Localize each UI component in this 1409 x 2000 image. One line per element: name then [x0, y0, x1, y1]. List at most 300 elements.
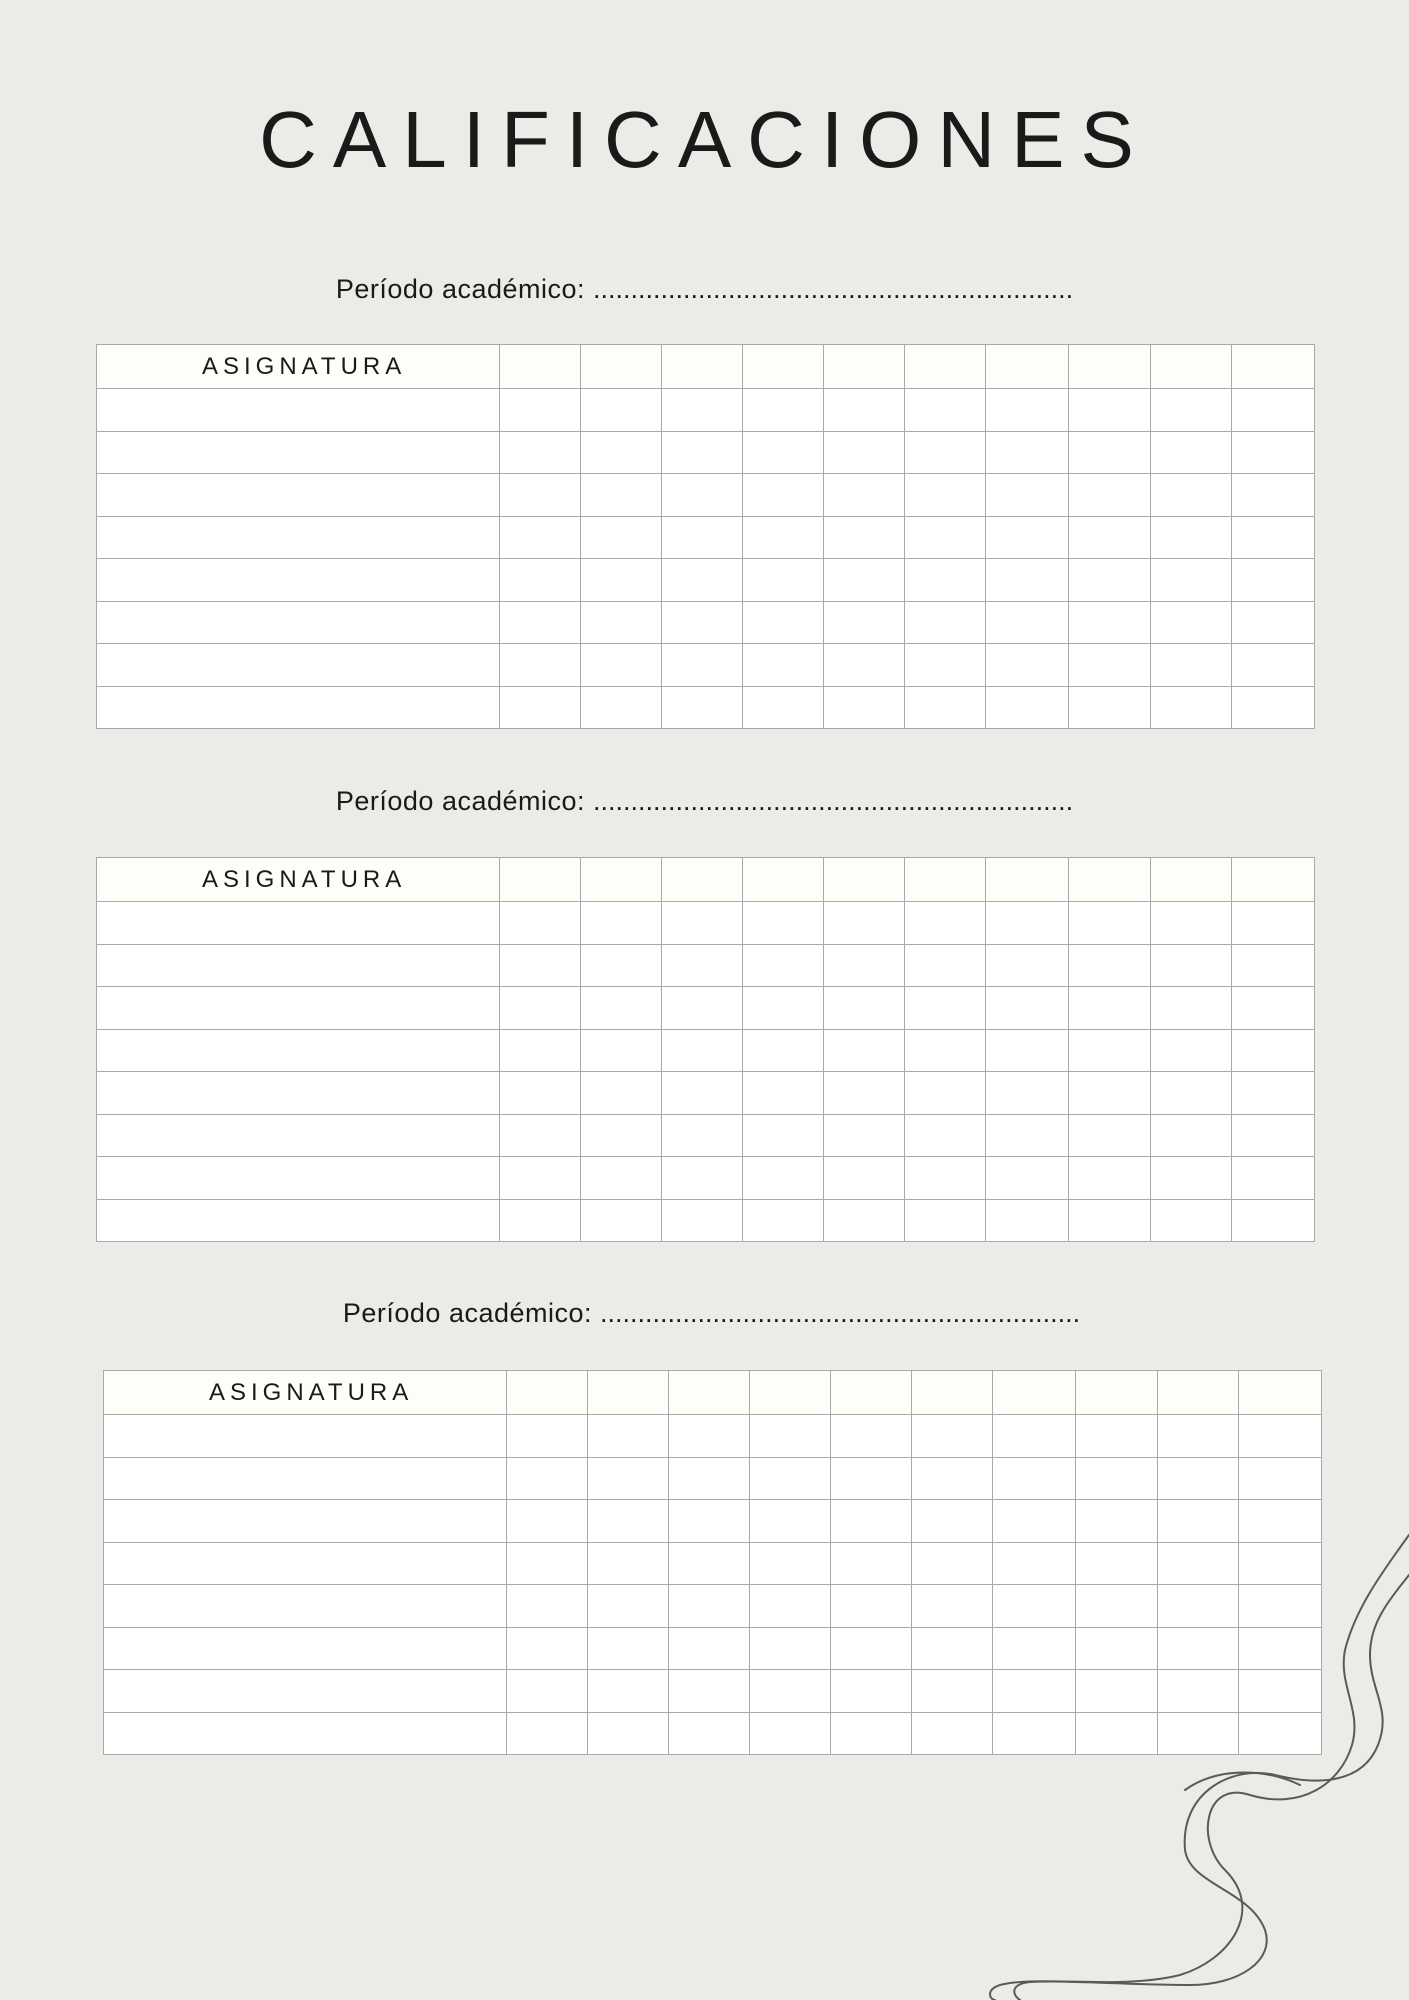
- grade-column-header-cell[interactable]: [743, 858, 824, 902]
- grade-cell[interactable]: [1151, 516, 1232, 559]
- grade-cell[interactable]: [750, 1542, 831, 1585]
- grade-cell[interactable]: [507, 1415, 588, 1458]
- grade-cell[interactable]: [912, 1457, 993, 1500]
- grade-cell[interactable]: [1151, 1114, 1232, 1157]
- grade-cell[interactable]: [669, 1542, 750, 1585]
- grade-cell[interactable]: [743, 644, 824, 687]
- grade-column-header-cell[interactable]: [500, 858, 581, 902]
- grade-cell[interactable]: [1239, 1542, 1322, 1585]
- grade-cell[interactable]: [581, 944, 662, 987]
- grade-cell[interactable]: [905, 601, 986, 644]
- grade-cell[interactable]: [750, 1712, 831, 1755]
- grade-cell[interactable]: [581, 559, 662, 602]
- grade-cell[interactable]: [824, 1199, 905, 1242]
- grade-cell[interactable]: [1151, 902, 1232, 945]
- grade-cell[interactable]: [1069, 944, 1151, 987]
- grade-cell[interactable]: [1151, 987, 1232, 1030]
- grade-cell[interactable]: [581, 987, 662, 1030]
- grade-cell[interactable]: [500, 559, 581, 602]
- grade-cell[interactable]: [581, 902, 662, 945]
- grade-cell[interactable]: [1069, 474, 1151, 517]
- grade-cell[interactable]: [986, 389, 1069, 432]
- grade-cell[interactable]: [1069, 601, 1151, 644]
- subject-cell[interactable]: [97, 601, 500, 644]
- grade-cell[interactable]: [581, 431, 662, 474]
- grade-cell[interactable]: [507, 1500, 588, 1543]
- grade-cell[interactable]: [905, 389, 986, 432]
- grade-column-header-cell[interactable]: [1151, 858, 1232, 902]
- grade-cell[interactable]: [824, 1029, 905, 1072]
- grade-cell[interactable]: [912, 1500, 993, 1543]
- grade-column-header-cell[interactable]: [1069, 858, 1151, 902]
- grade-cell[interactable]: [1076, 1457, 1158, 1500]
- grade-cell[interactable]: [831, 1542, 912, 1585]
- grade-cell[interactable]: [1076, 1712, 1158, 1755]
- grade-cell[interactable]: [905, 1157, 986, 1200]
- grade-cell[interactable]: [912, 1627, 993, 1670]
- grade-column-header-cell[interactable]: [1158, 1371, 1239, 1415]
- grade-cell[interactable]: [986, 1114, 1069, 1157]
- grade-cell[interactable]: [1239, 1712, 1322, 1755]
- grade-cell[interactable]: [1151, 944, 1232, 987]
- grade-cell[interactable]: [743, 474, 824, 517]
- grade-cell[interactable]: [669, 1500, 750, 1543]
- grade-cell[interactable]: [743, 1029, 824, 1072]
- grade-cell[interactable]: [1076, 1542, 1158, 1585]
- grade-cell[interactable]: [581, 686, 662, 729]
- subject-cell[interactable]: [97, 431, 500, 474]
- grade-column-header-cell[interactable]: [743, 345, 824, 389]
- table-header-row: [97, 345, 1315, 389]
- grade-cell[interactable]: [750, 1627, 831, 1670]
- grade-cell[interactable]: [1239, 1415, 1322, 1458]
- grade-cell[interactable]: [750, 1457, 831, 1500]
- grade-cell[interactable]: [588, 1712, 669, 1755]
- grade-cell[interactable]: [831, 1712, 912, 1755]
- grade-cell[interactable]: [1069, 516, 1151, 559]
- subject-cell[interactable]: [104, 1542, 507, 1585]
- grade-cell[interactable]: [912, 1415, 993, 1458]
- grade-cell[interactable]: [1232, 559, 1315, 602]
- grade-cell[interactable]: [588, 1500, 669, 1543]
- grade-cell[interactable]: [1158, 1542, 1239, 1585]
- grade-cell[interactable]: [1232, 944, 1315, 987]
- grade-cell[interactable]: [507, 1542, 588, 1585]
- grade-cell[interactable]: [1151, 389, 1232, 432]
- grade-cell[interactable]: [1239, 1627, 1322, 1670]
- grade-cell[interactable]: [905, 431, 986, 474]
- grade-cell[interactable]: [500, 1199, 581, 1242]
- grade-cell[interactable]: [905, 644, 986, 687]
- grade-cell[interactable]: [581, 601, 662, 644]
- grade-column-header-cell[interactable]: [905, 858, 986, 902]
- grade-cell[interactable]: [1069, 559, 1151, 602]
- grade-column-header-cell[interactable]: [986, 345, 1069, 389]
- subject-cell[interactable]: [97, 1072, 500, 1115]
- grade-column-header-cell[interactable]: [912, 1371, 993, 1415]
- grade-cell[interactable]: [669, 1457, 750, 1500]
- grade-column-header-cell[interactable]: [662, 858, 743, 902]
- grade-cell[interactable]: [831, 1415, 912, 1458]
- grade-cell[interactable]: [500, 686, 581, 729]
- grade-cell[interactable]: [1158, 1585, 1239, 1628]
- grade-column-header-cell[interactable]: [993, 1371, 1076, 1415]
- grade-cell[interactable]: [993, 1627, 1076, 1670]
- subject-cell[interactable]: [97, 1029, 500, 1072]
- grade-cell[interactable]: [905, 944, 986, 987]
- grade-cell[interactable]: [986, 516, 1069, 559]
- grade-cell[interactable]: [986, 987, 1069, 1030]
- subject-cell[interactable]: [97, 1114, 500, 1157]
- grade-column-header-cell[interactable]: [1239, 1371, 1322, 1415]
- grade-cell[interactable]: [824, 944, 905, 987]
- grade-cell[interactable]: [500, 389, 581, 432]
- grade-cell[interactable]: [1069, 644, 1151, 687]
- grade-cell[interactable]: [831, 1500, 912, 1543]
- grade-cell[interactable]: [1151, 559, 1232, 602]
- grade-cell[interactable]: [588, 1670, 669, 1713]
- grade-cell[interactable]: [662, 987, 743, 1030]
- grade-cell[interactable]: [905, 1072, 986, 1115]
- grade-cell[interactable]: [500, 944, 581, 987]
- grade-cell[interactable]: [588, 1542, 669, 1585]
- grade-cell[interactable]: [500, 474, 581, 517]
- grade-cell[interactable]: [905, 516, 986, 559]
- subject-cell[interactable]: [104, 1627, 507, 1670]
- grade-cell[interactable]: [824, 902, 905, 945]
- grade-cell[interactable]: [662, 1114, 743, 1157]
- grade-column-header-cell[interactable]: [581, 858, 662, 902]
- grade-cell[interactable]: [1069, 1072, 1151, 1115]
- grade-cell[interactable]: [905, 474, 986, 517]
- grade-cell[interactable]: [500, 902, 581, 945]
- subject-cell[interactable]: [97, 902, 500, 945]
- subject-cell[interactable]: [104, 1500, 507, 1543]
- grade-cell[interactable]: [986, 431, 1069, 474]
- grade-cell[interactable]: [581, 1157, 662, 1200]
- grade-cell[interactable]: [831, 1457, 912, 1500]
- grade-cell[interactable]: [1232, 1072, 1315, 1115]
- grade-cell[interactable]: [662, 559, 743, 602]
- grade-column-header-cell[interactable]: [1151, 345, 1232, 389]
- subject-cell[interactable]: [97, 1157, 500, 1200]
- grade-cell[interactable]: [743, 944, 824, 987]
- grade-cell[interactable]: [831, 1585, 912, 1628]
- subject-cell[interactable]: [104, 1585, 507, 1628]
- subject-cell[interactable]: [97, 516, 500, 559]
- period-fill-line[interactable]: ................................................................: [593, 786, 1074, 816]
- subject-cell[interactable]: [104, 1712, 507, 1755]
- grade-cell[interactable]: [986, 601, 1069, 644]
- grade-cell[interactable]: [905, 1199, 986, 1242]
- period-fill-line[interactable]: ................................................................: [593, 274, 1074, 304]
- subject-cell[interactable]: [104, 1670, 507, 1713]
- subject-cell[interactable]: [97, 559, 500, 602]
- grade-cell[interactable]: [1232, 1029, 1315, 1072]
- grade-column-header-cell[interactable]: [588, 1371, 669, 1415]
- grade-cell[interactable]: [743, 431, 824, 474]
- grade-column-header-cell[interactable]: [824, 858, 905, 902]
- grade-cell[interactable]: [581, 389, 662, 432]
- grade-cell[interactable]: [743, 1114, 824, 1157]
- grade-cell[interactable]: [993, 1500, 1076, 1543]
- grade-column-header-cell[interactable]: [1232, 345, 1315, 389]
- grade-cell[interactable]: [1158, 1670, 1239, 1713]
- grade-cell[interactable]: [750, 1670, 831, 1713]
- grade-cell[interactable]: [1158, 1500, 1239, 1543]
- grade-cell[interactable]: [581, 644, 662, 687]
- grade-cell[interactable]: [986, 644, 1069, 687]
- grade-column-header-cell[interactable]: [581, 345, 662, 389]
- grade-cell[interactable]: [743, 987, 824, 1030]
- grade-cell[interactable]: [1158, 1712, 1239, 1755]
- grade-cell[interactable]: [1069, 1114, 1151, 1157]
- grade-cell[interactable]: [743, 902, 824, 945]
- grade-cell[interactable]: [1076, 1670, 1158, 1713]
- grade-column-header-cell[interactable]: [905, 345, 986, 389]
- grade-cell[interactable]: [1232, 431, 1315, 474]
- grade-cell[interactable]: [905, 559, 986, 602]
- grade-cell[interactable]: [1158, 1457, 1239, 1500]
- grade-cell[interactable]: [986, 1157, 1069, 1200]
- grade-cell[interactable]: [743, 389, 824, 432]
- grade-cell[interactable]: [1151, 1072, 1232, 1115]
- grade-cell[interactable]: [1069, 389, 1151, 432]
- grade-cell[interactable]: [743, 1157, 824, 1200]
- grade-cell[interactable]: [507, 1712, 588, 1755]
- grade-cell[interactable]: [588, 1585, 669, 1628]
- grade-cell[interactable]: [912, 1585, 993, 1628]
- grade-cell[interactable]: [1151, 1199, 1232, 1242]
- grade-cell[interactable]: [1069, 431, 1151, 474]
- grade-cell[interactable]: [1151, 1157, 1232, 1200]
- grade-cell[interactable]: [905, 902, 986, 945]
- grade-cell[interactable]: [507, 1670, 588, 1713]
- grade-cell[interactable]: [743, 686, 824, 729]
- grade-cell[interactable]: [986, 474, 1069, 517]
- grade-cell[interactable]: [662, 1157, 743, 1200]
- grade-cell[interactable]: [1069, 1029, 1151, 1072]
- grade-cell[interactable]: [662, 1199, 743, 1242]
- grade-cell[interactable]: [507, 1585, 588, 1628]
- grade-cell[interactable]: [500, 431, 581, 474]
- grade-column-header-cell[interactable]: [1069, 345, 1151, 389]
- grade-cell[interactable]: [500, 1114, 581, 1157]
- grade-cell[interactable]: [824, 431, 905, 474]
- grade-cell[interactable]: [1076, 1627, 1158, 1670]
- grade-cell[interactable]: [1069, 902, 1151, 945]
- subject-cell[interactable]: [97, 1199, 500, 1242]
- grade-cell[interactable]: [1239, 1457, 1322, 1500]
- grade-cell[interactable]: [986, 944, 1069, 987]
- grade-cell[interactable]: [824, 601, 905, 644]
- grade-column-header-cell[interactable]: [824, 345, 905, 389]
- grade-cell[interactable]: [993, 1585, 1076, 1628]
- grade-cell[interactable]: [1076, 1500, 1158, 1543]
- grade-cell[interactable]: [669, 1585, 750, 1628]
- grade-cell[interactable]: [750, 1500, 831, 1543]
- grade-cell[interactable]: [662, 902, 743, 945]
- grade-cell[interactable]: [1232, 1114, 1315, 1157]
- grade-cell[interactable]: [1232, 601, 1315, 644]
- grade-cell[interactable]: [1069, 1157, 1151, 1200]
- grade-cell[interactable]: [905, 1114, 986, 1157]
- grade-cell[interactable]: [912, 1542, 993, 1585]
- grade-cell[interactable]: [1232, 686, 1315, 729]
- grade-cell[interactable]: [905, 987, 986, 1030]
- grade-cell[interactable]: [824, 686, 905, 729]
- grade-cell[interactable]: [1151, 431, 1232, 474]
- subject-cell[interactable]: [104, 1415, 507, 1458]
- grade-cell[interactable]: [581, 1199, 662, 1242]
- grade-cell[interactable]: [993, 1457, 1076, 1500]
- grade-cell[interactable]: [662, 516, 743, 559]
- grade-cell[interactable]: [986, 686, 1069, 729]
- grades-table-3: [103, 1370, 1322, 1755]
- grade-cell[interactable]: [500, 1029, 581, 1072]
- grade-column-header-cell[interactable]: [750, 1371, 831, 1415]
- grade-cell[interactable]: [824, 1157, 905, 1200]
- grade-cell[interactable]: [500, 1072, 581, 1115]
- grade-cell[interactable]: [1151, 686, 1232, 729]
- grade-cell[interactable]: [581, 1072, 662, 1115]
- grade-cell[interactable]: [500, 601, 581, 644]
- grade-cell[interactable]: [1232, 902, 1315, 945]
- grade-cell[interactable]: [824, 389, 905, 432]
- grade-cell[interactable]: [662, 1072, 743, 1115]
- grade-cell[interactable]: [986, 559, 1069, 602]
- grade-cell[interactable]: [1239, 1585, 1322, 1628]
- grade-cell[interactable]: [912, 1670, 993, 1713]
- grade-cell[interactable]: [1239, 1500, 1322, 1543]
- grade-cell[interactable]: [662, 686, 743, 729]
- grade-column-header-cell[interactable]: [669, 1371, 750, 1415]
- grade-cell[interactable]: [1076, 1585, 1158, 1628]
- grade-cell[interactable]: [824, 644, 905, 687]
- grade-cell[interactable]: [588, 1457, 669, 1500]
- grade-cell[interactable]: [1069, 987, 1151, 1030]
- subject-cell[interactable]: [97, 987, 500, 1030]
- grade-cell[interactable]: [824, 474, 905, 517]
- grade-cell[interactable]: [831, 1627, 912, 1670]
- grade-cell[interactable]: [1151, 1029, 1232, 1072]
- subject-cell[interactable]: [97, 389, 500, 432]
- grade-cell[interactable]: [507, 1627, 588, 1670]
- grade-cell[interactable]: [1158, 1627, 1239, 1670]
- grade-column-header-cell[interactable]: [500, 345, 581, 389]
- grade-cell[interactable]: [1069, 1199, 1151, 1242]
- grade-cell[interactable]: [669, 1415, 750, 1458]
- grade-cell[interactable]: [662, 601, 743, 644]
- grade-column-header-cell[interactable]: [831, 1371, 912, 1415]
- grade-cell[interactable]: [993, 1712, 1076, 1755]
- subject-cell[interactable]: [104, 1457, 507, 1500]
- grade-cell[interactable]: [588, 1627, 669, 1670]
- grade-cell[interactable]: [986, 1072, 1069, 1115]
- grade-cell[interactable]: [1151, 474, 1232, 517]
- grade-cell[interactable]: [986, 902, 1069, 945]
- grade-column-header-cell[interactable]: [662, 345, 743, 389]
- grade-cell[interactable]: [507, 1457, 588, 1500]
- grade-cell[interactable]: [1232, 1157, 1315, 1200]
- grade-cell[interactable]: [662, 1029, 743, 1072]
- grade-cell[interactable]: [824, 1072, 905, 1115]
- grade-cell[interactable]: [986, 1199, 1069, 1242]
- grade-cell[interactable]: [824, 1114, 905, 1157]
- grade-cell[interactable]: [824, 516, 905, 559]
- grade-cell[interactable]: [1069, 686, 1151, 729]
- grade-cell[interactable]: [669, 1627, 750, 1670]
- subject-cell[interactable]: [97, 944, 500, 987]
- grade-cell[interactable]: [743, 559, 824, 602]
- grade-cell[interactable]: [662, 389, 743, 432]
- grade-cell[interactable]: [581, 516, 662, 559]
- grade-cell[interactable]: [1232, 987, 1315, 1030]
- grade-cell[interactable]: [581, 1114, 662, 1157]
- grade-cell[interactable]: [1232, 1199, 1315, 1242]
- grade-cell[interactable]: [662, 474, 743, 517]
- grade-cell[interactable]: [662, 944, 743, 987]
- grade-cell[interactable]: [824, 987, 905, 1030]
- grade-cell[interactable]: [743, 516, 824, 559]
- grade-cell[interactable]: [993, 1670, 1076, 1713]
- grade-cell[interactable]: [500, 644, 581, 687]
- grade-column-header-cell[interactable]: [1232, 858, 1315, 902]
- grade-cell[interactable]: [581, 1029, 662, 1072]
- grade-cell[interactable]: [743, 601, 824, 644]
- grade-cell[interactable]: [750, 1585, 831, 1628]
- grade-cell[interactable]: [500, 516, 581, 559]
- table-row: [97, 902, 1315, 945]
- grade-column-header-cell[interactable]: [507, 1371, 588, 1415]
- grade-cell[interactable]: [581, 474, 662, 517]
- grade-cell[interactable]: [1232, 644, 1315, 687]
- grade-cell[interactable]: [1232, 389, 1315, 432]
- grade-cell[interactable]: [1239, 1670, 1322, 1713]
- grade-cell[interactable]: [1151, 601, 1232, 644]
- grade-cell[interactable]: [588, 1415, 669, 1458]
- grade-cell[interactable]: [986, 1029, 1069, 1072]
- grade-cell[interactable]: [1151, 644, 1232, 687]
- grade-cell[interactable]: [500, 1157, 581, 1200]
- grade-cell[interactable]: [743, 1199, 824, 1242]
- grade-cell[interactable]: [669, 1712, 750, 1755]
- grade-cell[interactable]: [993, 1542, 1076, 1585]
- grade-cell[interactable]: [1158, 1415, 1239, 1458]
- subject-cell[interactable]: [97, 474, 500, 517]
- grade-cell[interactable]: [905, 686, 986, 729]
- grade-cell[interactable]: [993, 1415, 1076, 1458]
- grade-cell[interactable]: [743, 1072, 824, 1115]
- grade-cell[interactable]: [1232, 516, 1315, 559]
- grade-cell[interactable]: [662, 431, 743, 474]
- grade-column-header-cell[interactable]: [986, 858, 1069, 902]
- grade-column-header-cell[interactable]: [1076, 1371, 1158, 1415]
- grade-cell[interactable]: [905, 1029, 986, 1072]
- period-fill-line[interactable]: ................................................................: [600, 1298, 1081, 1328]
- grade-cell[interactable]: [912, 1712, 993, 1755]
- grade-cell[interactable]: [669, 1670, 750, 1713]
- grade-cell[interactable]: [831, 1670, 912, 1713]
- grade-cell[interactable]: [824, 559, 905, 602]
- subject-cell[interactable]: [97, 686, 500, 729]
- subject-cell[interactable]: [97, 644, 500, 687]
- grade-cell[interactable]: [500, 987, 581, 1030]
- grade-cell[interactable]: [1232, 474, 1315, 517]
- grade-cell[interactable]: [750, 1415, 831, 1458]
- grade-cell[interactable]: [662, 644, 743, 687]
- grade-cell[interactable]: [1076, 1415, 1158, 1458]
